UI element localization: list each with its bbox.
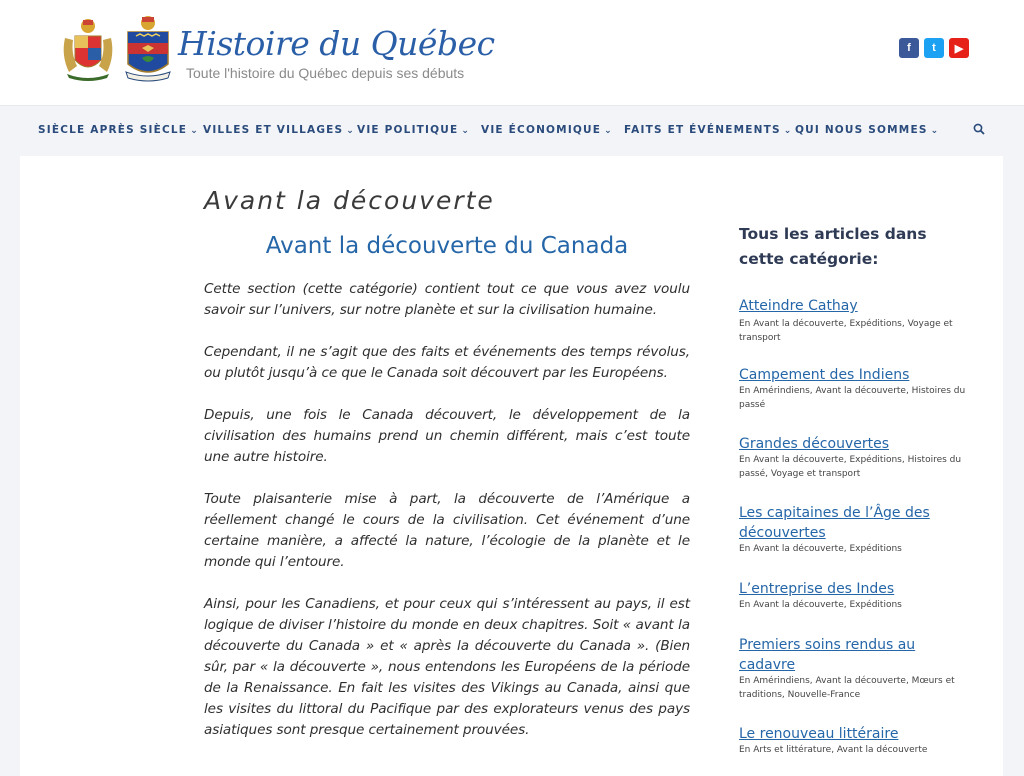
nav-item-label: SIÈCLE APRÈS SIÈCLE [38,124,188,136]
sidebar-article-meta: En Arts et littérature, Avant la découverte [739,745,928,755]
main-navigation [0,105,1024,157]
nav-item-vie-politique[interactable] [357,124,470,136]
nav-item-label: FAITS ET ÉVÉNEMENTS [624,124,781,136]
social-links [899,38,969,58]
site-title[interactable]: Histoire du Québec [178,24,495,63]
chevron-down-icon: ⌄ [461,126,471,136]
paragraph: Depuis, une fois le Canada découvert, le développement de la civilisation des humains prend un chemin différent, mais c’est toute une autre histoire. [204,407,690,465]
nav-item-label: VIE ÉCONOMIQUE [481,124,602,136]
sidebar-article-link[interactable]: Atteindre Cathay [739,298,858,314]
page-title: Avant la découverte [204,186,495,215]
nav-item-label: VILLES ET VILLAGES [203,124,344,136]
sidebar-article-meta: En Avant la découverte, Expéditions [739,544,902,554]
nav-item-vie-economique[interactable] [481,124,613,136]
paragraph: Toute plaisanterie mise à part, la découverte de l’Amérique a réellement changé le cours de la civilisation. Cet événement d’une certaine manière, a affecté la nature, l’écologie de la planète et le monde qui l’entoure. [204,491,690,570]
sidebar-article-link[interactable]: Grandes découvertes [739,436,889,452]
paragraph: Ainsi, pour les Canadiens, et pour ceux qui s’intéressent au pays, il est logique de diviser l’histoire du monde en deux chapitres. Soit « avant la découverte du Canada » et « après la découverte du Canada ». (Bien sûr, par « la découverte », nous entendons les Européens de la période de la Renaissance. En fait les visites des Vikings au Canada, ainsi que les visites du littoral du Pacifique par des explorateurs venus des pays asiatiques sont presque certainement prouvées. [204,596,690,738]
sidebar-article-link[interactable]: Les capitaines de l’Âge des découvertes [739,505,930,541]
quebec-coat-of-arms-icon[interactable] [122,14,174,86]
sidebar-article-meta: En Avant la découverte, Expéditions, Voyage et transport [739,319,953,343]
facebook-icon[interactable]: f [899,38,919,58]
sidebar-article-link[interactable]: Le renouveau littéraire [739,726,899,742]
nav-item-label: VIE POLITIQUE [357,124,459,136]
sidebar-article-meta: En Amérindiens, Avant la découverte, Histoires du passé [739,386,966,410]
paragraph: Cette section (cette catégorie) contient tout ce que vous avez voulu savoir sur l’univers, sur notre planète et sur la civilisation humaine. [204,281,690,318]
sidebar-article-link[interactable]: Premiers soins rendus au cadavre [739,637,916,673]
nav-item-villes-et-villages[interactable] [203,124,355,136]
article-heading: Avant la découverte du Canada [265,233,629,259]
twitter-icon[interactable]: t [924,38,944,58]
nav-item-faits-et-evenements[interactable] [624,124,793,136]
chevron-down-icon: ⌄ [604,126,613,136]
nav-item-qui-nous-sommes[interactable] [795,124,939,136]
youtube-icon[interactable]: ▶ [949,38,969,58]
nav-item-siecle-apres-siecle[interactable] [38,124,199,136]
chevron-down-icon: ⌄ [346,126,356,136]
chevron-down-icon: ⌄ [930,126,940,136]
canada-coat-of-arms-icon[interactable] [57,16,119,82]
site-tagline: Toute l'histoire du Québec depuis ses débuts [186,65,465,81]
search-icon[interactable] [973,123,985,135]
sidebar-article-meta: En Avant la découverte, Expéditions [739,600,902,610]
sidebar-article-link[interactable]: Campement des Indiens [739,367,910,383]
paragraph: Cependant, il ne s’agit que des faits et événements des temps révolus, ou plutôt jusqu’à ce que le Canada soit découvert par les Européens. [204,344,690,381]
sidebar-article-meta: En Amérindiens, Avant la découverte, Mœurs et traditions, Nouvelle-France [739,676,955,700]
nav-item-label: QUI NOUS SOMMES [795,124,928,136]
chevron-down-icon: ⌄ [783,126,793,136]
sidebar-article-link[interactable]: L’entreprise des Indes [739,581,895,597]
sidebar-article-meta: En Avant la découverte, Expéditions, Histoires du passé, Voyage et transport [739,455,962,479]
site-header [0,0,1024,105]
chevron-down-icon: ⌄ [190,126,199,136]
sidebar-title: Tous les articles dans cette catégorie: [739,225,927,268]
